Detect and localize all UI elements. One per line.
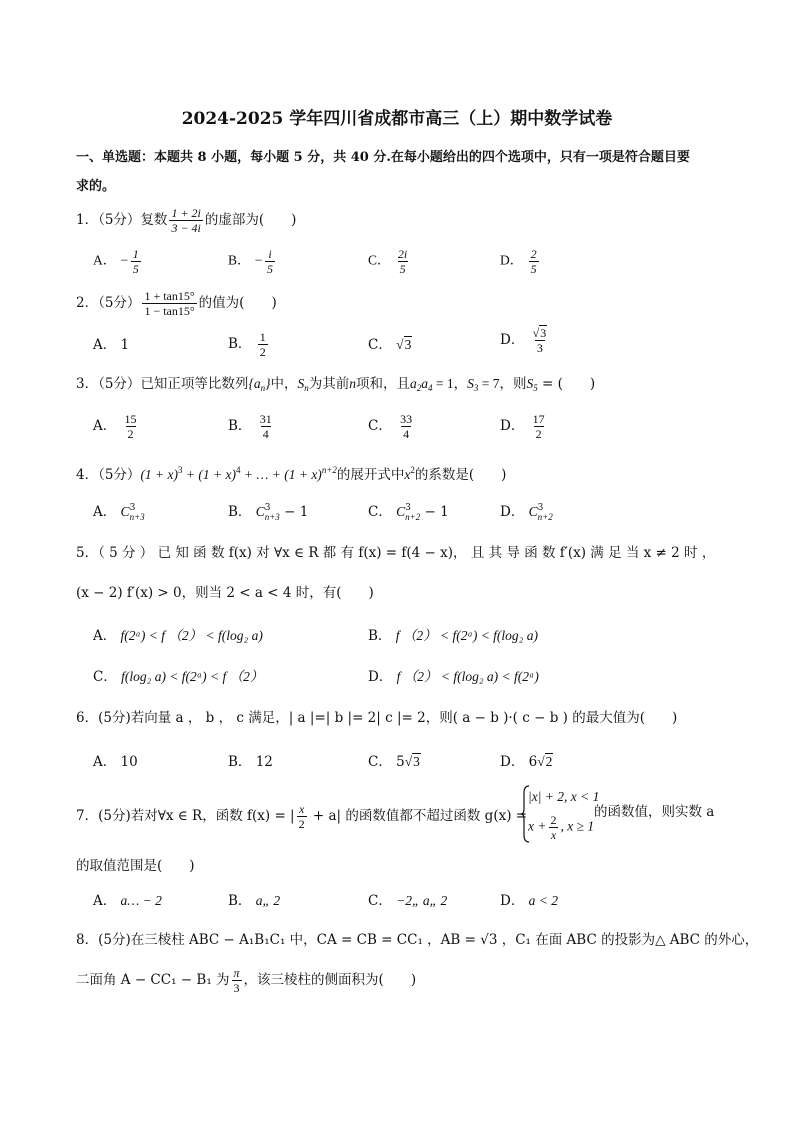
- q2-option-c[interactable]: C． √3: [368, 337, 412, 353]
- q2-option-b[interactable]: B． $\frac{1}{2}$: [228, 330, 266, 359]
- q4-option-c[interactable]: C． C 3 n+2 − 1: [368, 502, 449, 522]
- question-number: 7．(5分): [76, 808, 131, 824]
- question-7: 7．(5分)若对∀x ∈ R，函数 f(x) = | $\frac{x}{2}$ + a| 的函数值都不超过函数 g(x) =: [76, 802, 528, 831]
- q5-option-b[interactable]: B． f （2） < f(2ᵃ) < f(log₂ a): [368, 628, 538, 644]
- question-3: 3．（5分）已知正项等比数列$\{a_n\}$中，$S_n$为其前n项和，且$a_2a_4 = 1$，$S_3 = 7$，则$S_5$ = ( ): [76, 376, 596, 393]
- question-7-tail: 的函数值，则实数 a: [594, 804, 715, 820]
- q5-option-c[interactable]: C． f(log₂ a) < f(2ᵃ) < f （2）: [93, 669, 264, 685]
- q1-option-b[interactable]: B． − $\frac{i}{5}$: [228, 247, 274, 276]
- question-7-line2: 的取值范围是( ): [76, 858, 195, 874]
- question-2: 2．（5分） $\frac{1 + \tan 15^\circ}{1 - \tan 15^\circ}$ 的值为( ): [76, 289, 277, 318]
- question-8-line1: 8．(5分)在三棱柱 ABC − A₁B₁C₁ 中，CA = CB = CC₁ ，AB = √3 ，C₁ 在面 ABC 的投影为△ ABC 的外心，: [76, 932, 759, 948]
- q3-option-b[interactable]: B． $\frac{31}{4}$: [228, 412, 272, 441]
- page-title: 2024-2025 学年四川省成都市高三（上）期中数学试卷: [181, 109, 613, 129]
- question-4: 4．（5分）$(1 + x)^3 + (1 + x)^4$ + … + $(1 + x)^{n+2}$的展开式中$x^2$的系数是( ): [76, 465, 507, 483]
- question-number: 2．（5分）: [76, 295, 141, 311]
- q6-option-a[interactable]: A． 10: [93, 754, 138, 770]
- q7-option-b[interactable]: B． a„ 2: [228, 893, 281, 909]
- q3-option-d[interactable]: D． $\frac{17}{2}$: [500, 412, 545, 441]
- section-header-line1: 一、单选题：本题共 8 小题，每小题 5 分，共 40 分.在每小题给出的四个选项中，只有一项是符合题目要: [76, 150, 690, 165]
- question-5-line2: (x − 2) f′(x) > 0，则当 2 < a < 4 时，有( ): [76, 585, 374, 601]
- q7-option-c[interactable]: C． −2„ a„ 2: [368, 893, 448, 909]
- q1-option-a[interactable]: A． − $\frac{1}{5}$: [93, 247, 139, 276]
- fraction: $\frac{1 + \tan 15^\circ}{1 - \tan 15^\circ}$: [144, 289, 195, 318]
- q1-option-d[interactable]: D． $\frac{2}{5}$: [500, 247, 537, 276]
- question-number: 4．（5分）: [76, 467, 141, 483]
- q3-option-c[interactable]: C． $\frac{33}{4}$: [368, 412, 413, 441]
- question-number: 1．（5分）: [76, 212, 141, 228]
- question-5-line1: 5．（ 5 分 ） 已 知 函 数 f(x) 对 ∀x ∈ R 都 有 f(x) = f(4 − x)， 且 其 导 函 数 f′(x) 满 足 当 x ≠ 2 时 ，: [76, 545, 716, 561]
- question-1: 1．（5分）复数 $\frac{1 + 2i}{3 - 4i}$ 的虚部为( ): [76, 206, 297, 235]
- q5-option-a[interactable]: A． f(2ᵃ) < f （2） < f(log₂ a): [93, 628, 263, 644]
- fraction: $\frac{1 + 2i}{3 - 4i}$: [171, 206, 201, 235]
- q7-option-a[interactable]: A． a… − 2: [93, 893, 162, 909]
- q5-option-d[interactable]: D． f （2） < f(log₂ a) < f(2ᵃ): [368, 669, 539, 685]
- q7-option-d[interactable]: D． a < 2: [500, 893, 558, 909]
- q3-option-a[interactable]: A． $\frac{15}{2}$: [93, 412, 137, 441]
- piecewise-case-1: |x| + 2, x < 1: [528, 789, 600, 804]
- q4-option-b[interactable]: B． C 3 n+3 − 1: [228, 502, 309, 522]
- section-header-line2: 求的。: [76, 179, 116, 194]
- q6-option-c[interactable]: C． 5√3: [368, 754, 420, 770]
- q4-option-d[interactable]: D． C 3 n+2: [500, 502, 553, 522]
- q6-option-b[interactable]: B． 12: [228, 754, 273, 770]
- question-number: 3．（5分）: [76, 376, 141, 392]
- q1-option-c[interactable]: C． $\frac{2i}{5}$: [368, 247, 408, 276]
- question-6: 6．(5分)若向量 a ， b ， c 满足，| a |=| b |= 2| c |= 2，则( a − b )·( c − b ) 的最大值为( ): [76, 710, 678, 726]
- q4-option-a[interactable]: A． C 3 n+3: [93, 502, 145, 522]
- q2-option-d[interactable]: D． $\frac{√3}{3}$: [500, 326, 547, 355]
- piecewise-case-2: x + $\frac{2}{x}$ , x ≥ 1: [528, 813, 595, 842]
- question-8-line2: 二面角 A − CC₁ − B₁ 为 $\frac{\pi}{3}$ ，该三棱柱的侧面积为( ): [76, 966, 417, 995]
- q2-option-a[interactable]: A． 1: [93, 337, 130, 353]
- q6-option-d[interactable]: D． 6√2: [500, 754, 553, 770]
